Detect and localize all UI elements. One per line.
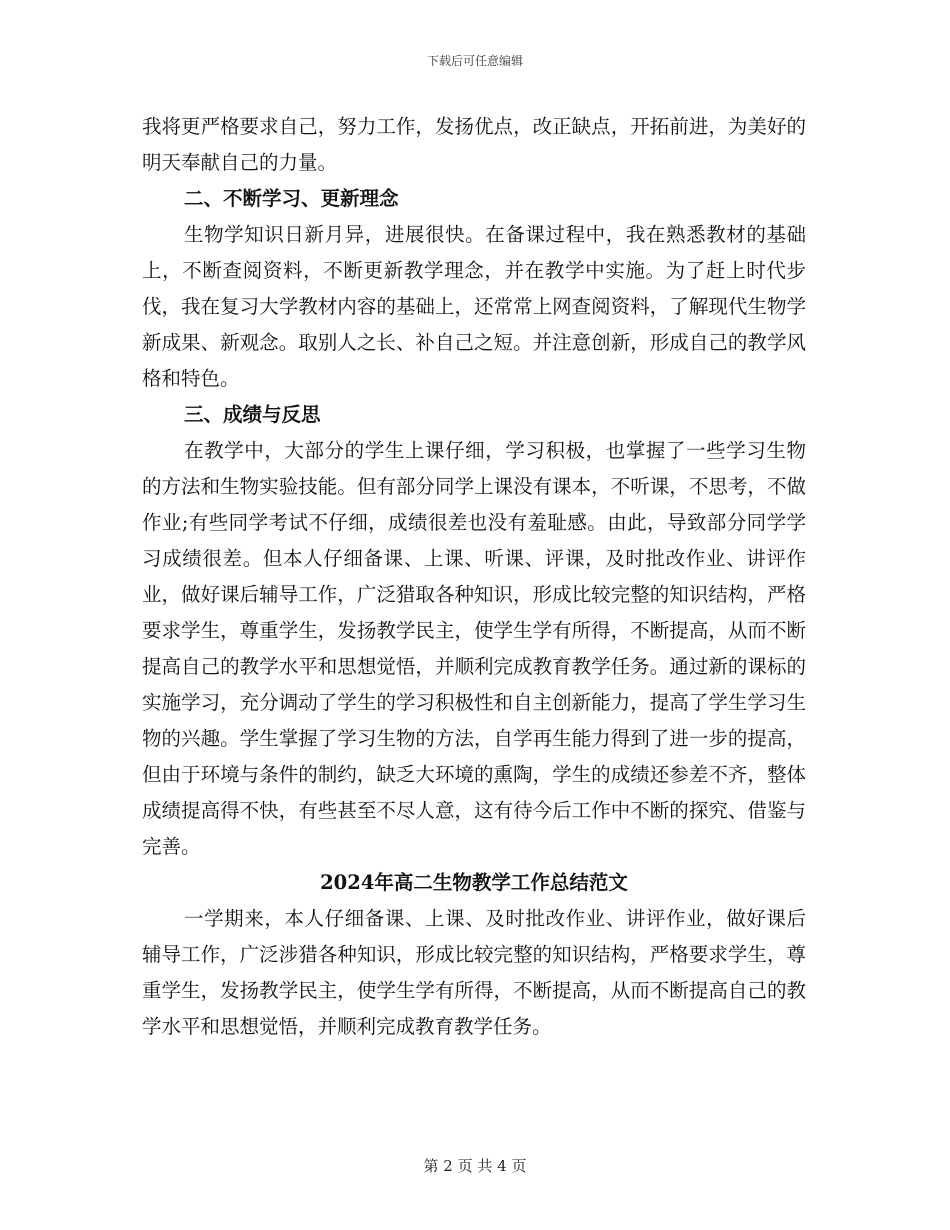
paragraph-results: 在教学中，大部分的学生上课仔细，学习积极，也掌握了一些学习生物的方法和生物实验技能。但有部分同学上课没有课本，不听课，不思考，不做作业;有些同学考试不仔细，成绩很差也没有羞耻感。由此，导致部分同学学习成绩很差。但本人仔细备课、上课、听课、评课，及时批改作业、讲评作业，做好课后辅导工作，广泛猎取各种知识，形成比较完整的知识结构，严格要求学生，尊重学生，发扬教学民主，使学生学有所得，不断提高，从而不断提高自己的教学水平和思想觉悟，并顺利完成教育教学任务。通过新的课标的实施学习，充分调动了学生的学习积极性和自主创新能力，提高了学生学习生物的兴趣。学生掌握了学习生物的方法，自学再生能力得到了进一步的提高，但由于环境与条件的制约，缺乏大环境的熏陶，学生的成绩还参差不齐，整体成绩提高得不快，有些甚至不尽人意，这有待今后工作中不断的探究、借鉴与完善。 <box>142 439 806 858</box>
document-body <box>142 109 806 1045</box>
page-header: 下载后可任意编辑 <box>426 54 523 68</box>
paragraph-summary: 一学期来，本人仔细备课、上课、及时批改作业、讲评作业，做好课后辅导工作，广泛涉猎各种知识，形成比较完整的知识结构，严格要求学生，尊重学生，发扬教学民主，使学生学有所得，不断提高，从而不断提高自己的教学水平和思想觉悟，并顺利完成教育教学任务。 <box>142 907 806 1038</box>
section-heading-2: 二、不断学习、更新理念 <box>184 187 399 210</box>
page-footer: 第 2 页 共 4 页 <box>423 1157 527 1175</box>
section-heading-3: 三、成绩与反思 <box>184 403 321 426</box>
paragraph-learning: 生物学知识日新月异，进展很快。在备课过程中，我在熟悉教材的基础上，不断查阅资料，不断更新教学理念，并在教学中实施。为了赶上时代步伐，我在复习大学教材内容的基础上，还常常上网查阅资料，了解现代生物学新成果、新观念。取别人之长、补自己之短。并注意创新，形成自己的教学风格和特色。 <box>142 223 806 390</box>
article-title: 2024年高二生物教学工作总结范文 <box>320 871 628 894</box>
paragraph-intro: 我将更严格要求自己，努力工作，发扬优点，改正缺点，开拓前进，为美好的明天奉献自己的力量。 <box>142 115 806 174</box>
